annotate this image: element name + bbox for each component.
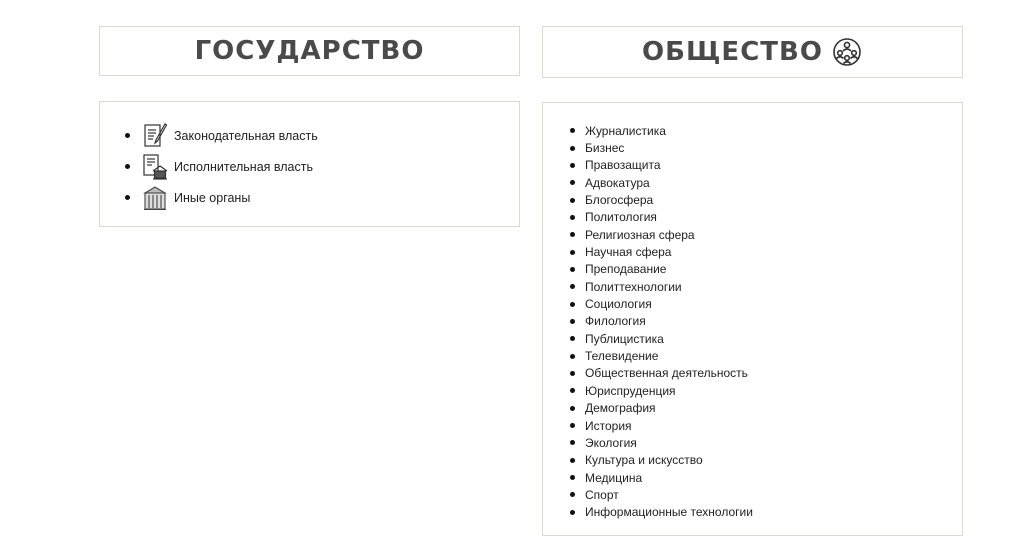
list-item-label: Иные органы — [174, 190, 251, 205]
list-item[interactable] — [570, 157, 753, 174]
bullet — [570, 128, 575, 133]
document-building-icon — [142, 153, 168, 181]
document-pen-icon — [142, 122, 168, 150]
bullet — [570, 302, 575, 307]
bullet — [570, 406, 575, 411]
list-item-label: Журналистика — [585, 123, 666, 138]
gov-list — [125, 120, 318, 213]
list-item-label: Адвокатура — [585, 175, 650, 190]
bullet — [570, 423, 575, 428]
list-item-label: Бизнес — [585, 141, 625, 156]
bullet — [570, 440, 575, 445]
list-item-label: Правозащита — [585, 158, 661, 173]
list-item-label: Преподавание — [585, 262, 667, 277]
list-item-label: Демография — [585, 401, 656, 416]
bullet — [570, 371, 575, 376]
bullet — [125, 133, 130, 138]
gov-title: ГОСУДАРСТВО — [194, 36, 425, 66]
list-item[interactable] — [570, 434, 753, 451]
list-item[interactable] — [570, 452, 753, 469]
list-item[interactable] — [570, 469, 753, 486]
list-item[interactable] — [570, 295, 753, 312]
bullet — [570, 475, 575, 480]
list-item-label: Спорт — [585, 487, 619, 502]
list-item-label: История — [585, 418, 632, 433]
list-item-label: Политология — [585, 210, 657, 225]
list-item-label: Блогосфера — [585, 193, 654, 208]
bullet — [570, 336, 575, 341]
list-item-label: Публицистика — [585, 331, 664, 346]
list-item-label: Культура и искусство — [585, 453, 703, 468]
list-item-label: Информационные технологии — [585, 505, 753, 520]
bullet — [570, 180, 575, 185]
bullet — [570, 215, 575, 220]
list-item[interactable] — [570, 139, 753, 156]
list-item[interactable] — [570, 226, 753, 243]
society-title: ОБЩЕСТВО — [642, 37, 823, 67]
list-item-label: Медицина — [585, 470, 643, 485]
list-item-label: Научная сфера — [585, 245, 672, 260]
list-item-label: Законодательная власть — [174, 128, 318, 143]
list-item[interactable] — [570, 174, 753, 191]
list-item[interactable] — [125, 120, 318, 151]
list-item[interactable] — [570, 486, 753, 503]
bullet — [570, 319, 575, 324]
list-item[interactable] — [570, 191, 753, 208]
society-header — [542, 26, 963, 78]
list-item[interactable] — [570, 400, 753, 417]
bullet — [570, 250, 575, 255]
government-building-icon — [142, 184, 168, 212]
bullet — [570, 267, 575, 272]
list-item[interactable] — [570, 417, 753, 434]
bullet — [125, 195, 130, 200]
list-item[interactable] — [570, 382, 753, 399]
list-item[interactable] — [570, 243, 753, 260]
list-item-label: Политтехнологии — [585, 279, 682, 294]
list-item-label: Общественная деятельность — [585, 366, 748, 381]
list-item-label: Телевидение — [585, 349, 659, 364]
bullet — [570, 163, 575, 168]
list-item-label: Экология — [585, 435, 637, 450]
list-item[interactable] — [570, 278, 753, 295]
list-item-label: Юриспруденция — [585, 383, 676, 398]
list-item-label: Религиозная сфера — [585, 227, 695, 242]
gov-panel — [99, 101, 520, 227]
bullet — [125, 164, 130, 169]
list-item-label: Исполнительная власть — [174, 159, 313, 174]
list-item-label: Социология — [585, 297, 652, 312]
list-item[interactable] — [570, 347, 753, 364]
people-network-icon — [831, 36, 863, 68]
society-panel — [542, 102, 963, 536]
bullet — [570, 284, 575, 289]
list-item-label: Филология — [585, 314, 646, 329]
list-item[interactable] — [570, 122, 753, 139]
list-item[interactable] — [570, 261, 753, 278]
list-item[interactable] — [125, 151, 318, 182]
list-item[interactable] — [570, 365, 753, 382]
bullet — [570, 198, 575, 203]
list-item[interactable] — [570, 313, 753, 330]
list-item[interactable] — [125, 182, 318, 213]
bullet — [570, 146, 575, 151]
list-item[interactable] — [570, 330, 753, 347]
list-item[interactable] — [570, 504, 753, 521]
society-list — [570, 122, 753, 521]
bullet — [570, 492, 575, 497]
gov-header — [99, 26, 520, 76]
bullet — [570, 354, 575, 359]
bullet — [570, 510, 575, 515]
bullet — [570, 232, 575, 237]
list-item[interactable] — [570, 209, 753, 226]
bullet — [570, 388, 575, 393]
bullet — [570, 458, 575, 463]
